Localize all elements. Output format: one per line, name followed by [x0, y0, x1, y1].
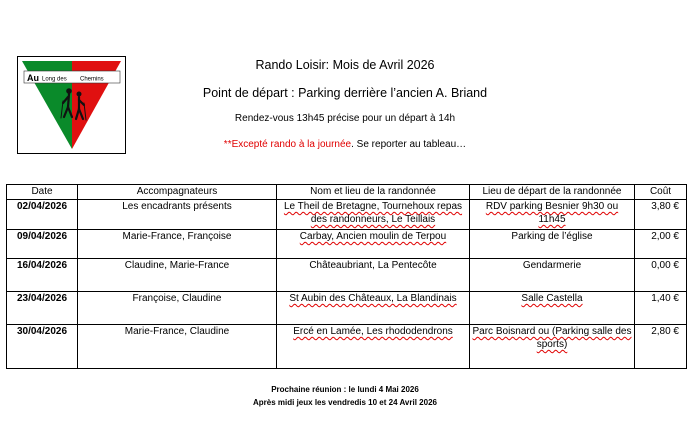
col-header-cost: Coût	[635, 185, 687, 200]
table-row	[7, 200, 687, 230]
table-row	[7, 230, 687, 259]
cell-date: 30/04/2026	[7, 325, 78, 369]
logo-text-b: Long des	[42, 76, 67, 83]
table-row	[7, 325, 687, 369]
cell-cost: 3,80 €	[635, 200, 687, 230]
cell-date: 23/04/2026	[7, 292, 78, 325]
cell-start: Gendarmerie	[470, 259, 635, 292]
cell-date: 16/04/2026	[7, 259, 78, 292]
cell-guides: Claudine, Marie-France	[78, 259, 277, 292]
logo-graphic	[18, 57, 125, 153]
cell-walk: Le Theil de Bretagne, Tournehoux repas des randonneurs, Le Teillais	[277, 200, 470, 230]
cell-guides: Marie-France, Françoise	[78, 230, 277, 259]
cell-walk: Châteaubriant, La Pentecôte	[277, 259, 470, 292]
cell-guides: Marie-France, Claudine	[78, 325, 277, 369]
day-trip-note	[130, 139, 560, 150]
cell-guides: Les encadrants présents	[78, 200, 277, 230]
cell-date: 02/04/2026	[7, 200, 78, 230]
logo-text-c: Chemins	[80, 76, 104, 83]
cell-cost: 1,40 €	[635, 292, 687, 325]
games-afternoon: Après midi jeux les vendredis 10 et 24 Avril 2026	[253, 398, 437, 407]
rendezvous-time: Rendez-vous 13h45 précise pour un départ à 14h	[234, 113, 456, 124]
page-title: Rando Loisir: Mois de Avril 2026	[255, 58, 435, 72]
next-meeting: Prochaine réunion : le lundi 4 Mai 2026	[271, 385, 419, 394]
cell-walk: Carbay, Ancien moulin de Terpou	[277, 230, 470, 259]
cell-start: Parc Boisnard ou (Parking salle des sports)	[470, 325, 635, 369]
cell-guides: Françoise, Claudine	[78, 292, 277, 325]
cell-walk: Ercé en Lamée, Les rhododendrons	[277, 325, 470, 369]
cell-walk: St Aubin des Châteaux, La Blandinais	[277, 292, 470, 325]
table-header-row	[7, 185, 687, 200]
cell-start: RDV parking Besnier 9h30 ou 11h45	[470, 200, 635, 230]
day-trip-note-red: **Excepté rando à la journée	[223, 139, 352, 150]
logo-text-a: Au	[27, 73, 39, 83]
meeting-point: Point de départ : Parking derrière l’ancien A. Briand	[202, 86, 488, 100]
cell-date: 09/04/2026	[7, 230, 78, 259]
col-header-walk: Nom et lieu de la randonnée	[277, 185, 470, 200]
col-header-date: Date	[7, 185, 78, 200]
day-trip-note-rest: . Se reporter au tableau…	[351, 139, 467, 150]
cell-cost: 0,00 €	[635, 259, 687, 292]
cell-start: Salle Castella	[470, 292, 635, 325]
table-row	[7, 259, 687, 292]
hike-schedule-table	[6, 184, 687, 369]
table-row	[7, 292, 687, 325]
cell-start: Parking de l’église	[470, 230, 635, 259]
col-header-start: Lieu de départ de la randonnée	[470, 185, 635, 200]
cell-cost: 2,80 €	[635, 325, 687, 369]
cell-cost: 2,00 €	[635, 230, 687, 259]
club-logo	[17, 56, 126, 154]
col-header-guides: Accompagnateurs	[78, 185, 277, 200]
